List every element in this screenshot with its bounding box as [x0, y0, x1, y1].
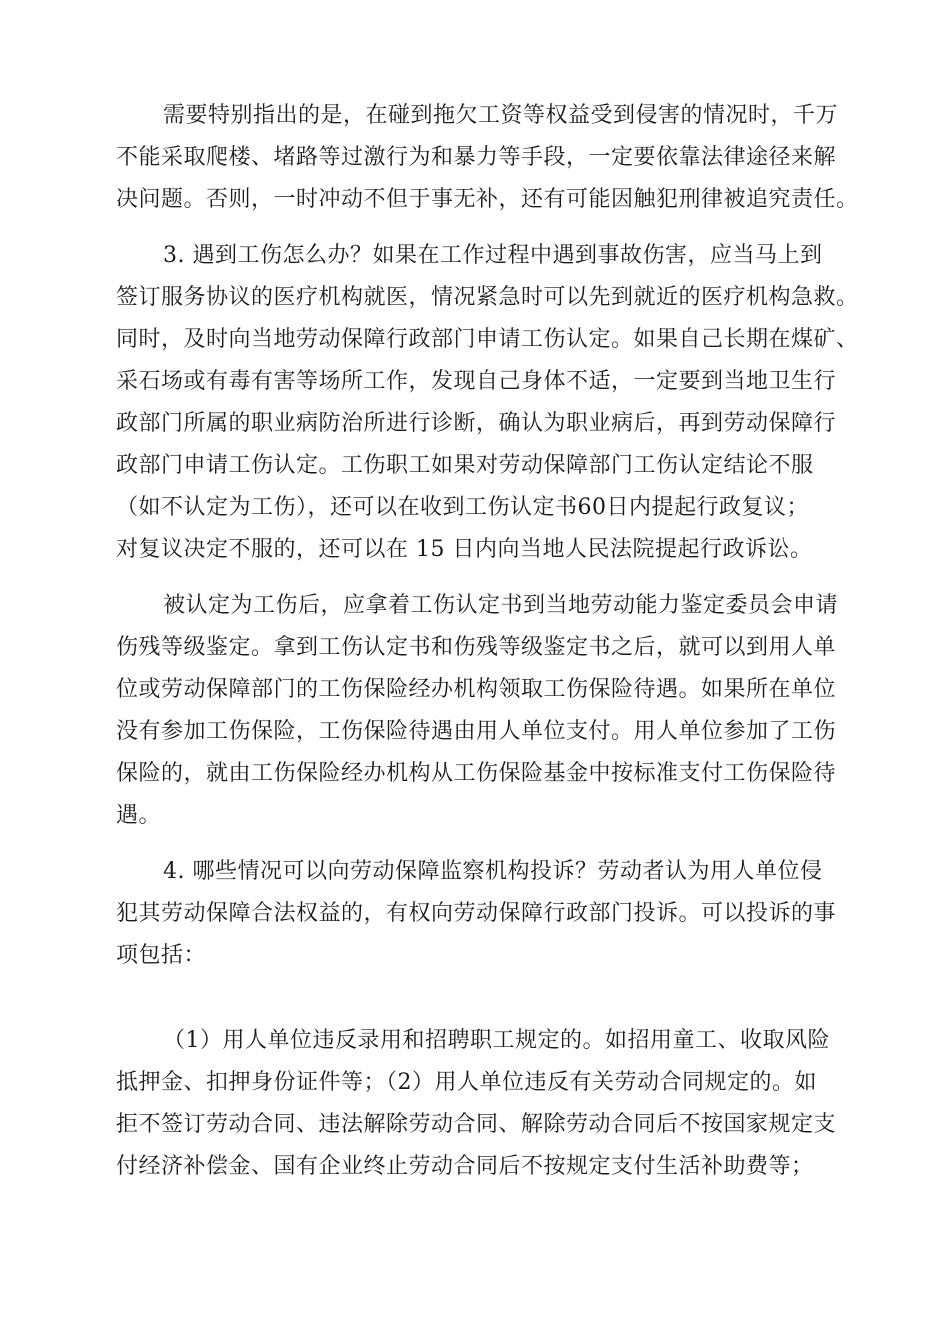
paragraph-3-line-5: 保险的，就由工伤保险经办机构从工伤保险基金中按标准支付工伤保险待	[116, 761, 837, 786]
paragraph-3-line-6: 遇。	[116, 803, 162, 828]
paragraph-2-line-4: 采石场或有毒有害等场所工作，发现自己身体不适，一定要到当地卫生行	[116, 369, 837, 394]
paragraph-2-line-1: 3. 遇到工伤怎么办？如果在工作过程中遇到事故伤害，应当马上到	[163, 243, 823, 268]
paragraph-3-line-3: 位或劳动保障部门的工伤保险经办机构领取工伤保险待遇。如果所在单位	[116, 677, 837, 702]
paragraph-4-line-1: 4. 哪些情况可以向劳动保障监察机构投诉？劳动者认为用人单位侵	[163, 859, 823, 884]
paragraph-3-line-1: 被认定为工伤后，应拿着工伤认定书到当地劳动能力鉴定委员会申请	[163, 593, 839, 618]
paragraph-2-line-8: 对复议决定不服的，还可以在 15 日内向当地人民法院提起行政诉讼。	[116, 537, 813, 562]
paragraph-5-line-4: 付经济补偿金、国有企业终止劳动合同后不按规定支付生活补助费等；	[116, 1154, 814, 1179]
paragraph-5-line-3: 拒不签订劳动合同、违法解除劳动合同、解除劳动合同后不按国家规定支	[116, 1112, 837, 1137]
paragraph-5-line-2: 抵押金、扣押身份证件等；（2）用人单位违反有关劳动合同规定的。如	[116, 1070, 817, 1095]
paragraph-1-line-2: 不能采取爬楼、堵路等过激行为和暴力等手段，一定要依靠法律途径来解	[116, 145, 837, 170]
paragraph-2-line-3: 同时，及时向当地劳动保障行政部门申请工伤认定。如果自己长期在煤矿、	[116, 327, 859, 352]
paragraph-1-line-3: 决问题。否则，一时冲动不但于事无补，还有可能因触犯刑律被追究责任。	[116, 187, 859, 212]
paragraph-3-line-4: 没有参加工伤保险，工伤保险待遇由用人单位支付。用人单位参加了工伤	[116, 719, 837, 744]
paragraph-4-line-2: 犯其劳动保障合法权益的，有权向劳动保障行政部门投诉。可以投诉的事	[116, 901, 837, 926]
paragraph-1-line-1: 需要特别指出的是，在碰到拖欠工资等权益受到侵害的情况时，千万	[163, 103, 839, 128]
paragraph-2-line-6: 政部门申请工伤认定。工伤职工如果对劳动保障部门工伤认定结论不服	[116, 453, 814, 478]
paragraph-2-line-7: （如不认定为工伤），还可以在收到工伤认定书60日内提起行政复议；	[116, 495, 809, 520]
paragraph-2-line-2: 签订服务协议的医疗机构就医，情况紧急时可以先到就近的医疗机构急救。	[116, 285, 859, 310]
paragraph-5-line-1: （1）用人单位违反录用和招聘职工规定的。如招用童工、收取风险	[163, 1028, 830, 1053]
paragraph-3-line-2: 伤残等级鉴定。拿到工伤认定书和伤残等级鉴定书之后，就可以到用人单	[116, 635, 837, 660]
paragraph-2-line-5: 政部门所属的职业病防治所进行诊断，确认为职业病后，再到劳动保障行	[116, 411, 837, 436]
paragraph-4-line-3: 项包括：	[116, 943, 207, 968]
